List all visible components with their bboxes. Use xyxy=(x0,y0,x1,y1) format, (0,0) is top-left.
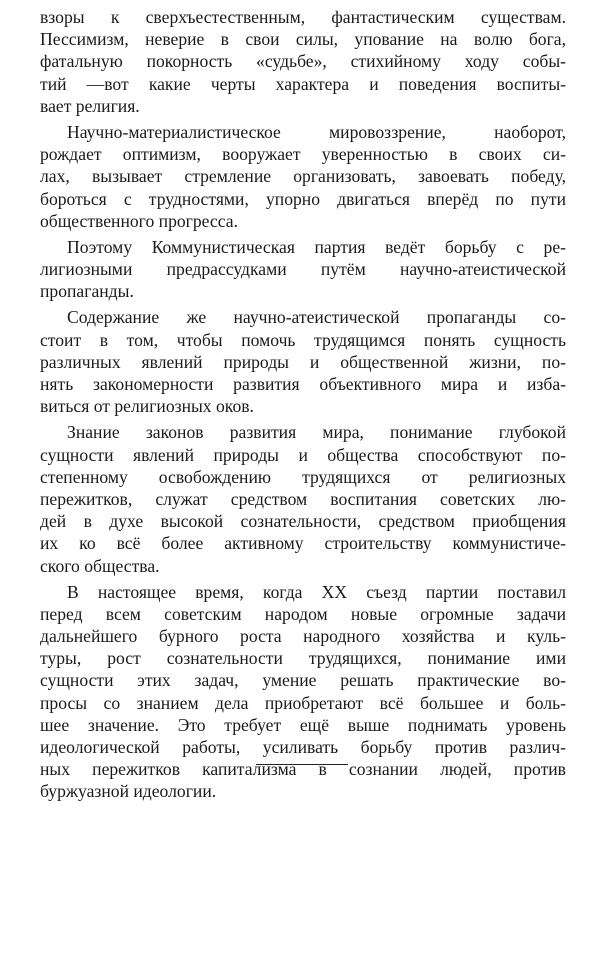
text-line: нять закономерности развития объективного мира и изба- xyxy=(40,374,566,394)
text-line: Пессимизм, неверие в свои силы, упование на волю бога, xyxy=(40,29,566,50)
paragraph xyxy=(40,306,566,417)
text-line: Научно-материалистическое мировоззрение, наоборот, xyxy=(67,121,566,142)
text-line: шее значение. Это требует ещё выше поднимать уровень xyxy=(40,714,566,735)
text-line: ных пережитков капитализма в сознании людей, против xyxy=(40,759,566,780)
text-line: вает религия. xyxy=(40,95,140,116)
text-line: идеологической работы, усиливать борьбу против различ- xyxy=(40,737,566,757)
text-line: степенному освобождению трудящихся от религиозных xyxy=(40,466,566,487)
paragraph xyxy=(40,421,566,576)
text-line: общественного прогресса. xyxy=(40,210,238,231)
text-line: Содержание же научно-атеистической пропаганды со- xyxy=(67,307,566,328)
text-line: Поэтому Коммунистическая партия ведёт борьбу с ре- xyxy=(67,236,566,257)
text-line: просы со знанием дела приобретают всё большее и боль- xyxy=(40,692,566,713)
text-line: бороться с трудностями, упорно двигаться вперёд по пути xyxy=(40,188,566,209)
section-divider-rule xyxy=(256,764,348,765)
text-line: виться от религиозных оков. xyxy=(40,396,254,417)
text-line: ского общества. xyxy=(40,555,160,576)
text-line: дальнейшего бурного роста народного хозяйства и куль- xyxy=(40,626,566,647)
paragraph xyxy=(40,236,566,303)
text-line: взоры к сверхъестественным, фантастическим существам. xyxy=(40,7,566,27)
paragraph xyxy=(40,581,566,803)
text-line: Знание законов развития мира, понимание глубокой xyxy=(67,422,566,443)
text-line: перед всем советским народом новые огромные задачи xyxy=(40,603,566,624)
text-line: тий —вот какие черты характера и поведения воспиты- xyxy=(40,73,566,94)
text-line: В настоящее время, когда XX съезд партии поставил xyxy=(67,581,566,602)
paragraph xyxy=(40,121,566,232)
text-line: различных явлений природы и общественной жизни, по- xyxy=(40,351,566,372)
text-line: пережитков, служат средством воспитания советских лю- xyxy=(40,488,566,509)
text-line: лигиозными предрассудками путём научно-атеистической xyxy=(40,259,566,280)
paragraph xyxy=(40,6,566,117)
text-line: туры, рост сознательности трудящихся, понимание ими xyxy=(40,648,566,669)
text-line: их ко всё более активному строительству коммунистиче- xyxy=(40,533,566,554)
text-line: дей в духе высокой сознательности, средством приобщения xyxy=(40,511,566,532)
text-line: пропаганды. xyxy=(40,281,134,302)
text-line: буржуазной идеологии. xyxy=(40,781,217,802)
text-line: стоит в том, чтобы помочь трудящимся понять сущность xyxy=(40,329,566,350)
text-line: лах, вызывает стремление организовать, завоевать победу, xyxy=(40,166,566,187)
page-text xyxy=(40,6,566,803)
text-line: сущности явлений природы и общества способствуют по- xyxy=(40,444,566,465)
text-line: сущности этих задач, умение решать практические во- xyxy=(40,670,566,691)
text-line: рождает оптимизм, вооружает уверенностью в своих си- xyxy=(40,144,566,165)
text-line: фатальную покорность «судьбе», стихийному ходу собы- xyxy=(40,51,566,72)
